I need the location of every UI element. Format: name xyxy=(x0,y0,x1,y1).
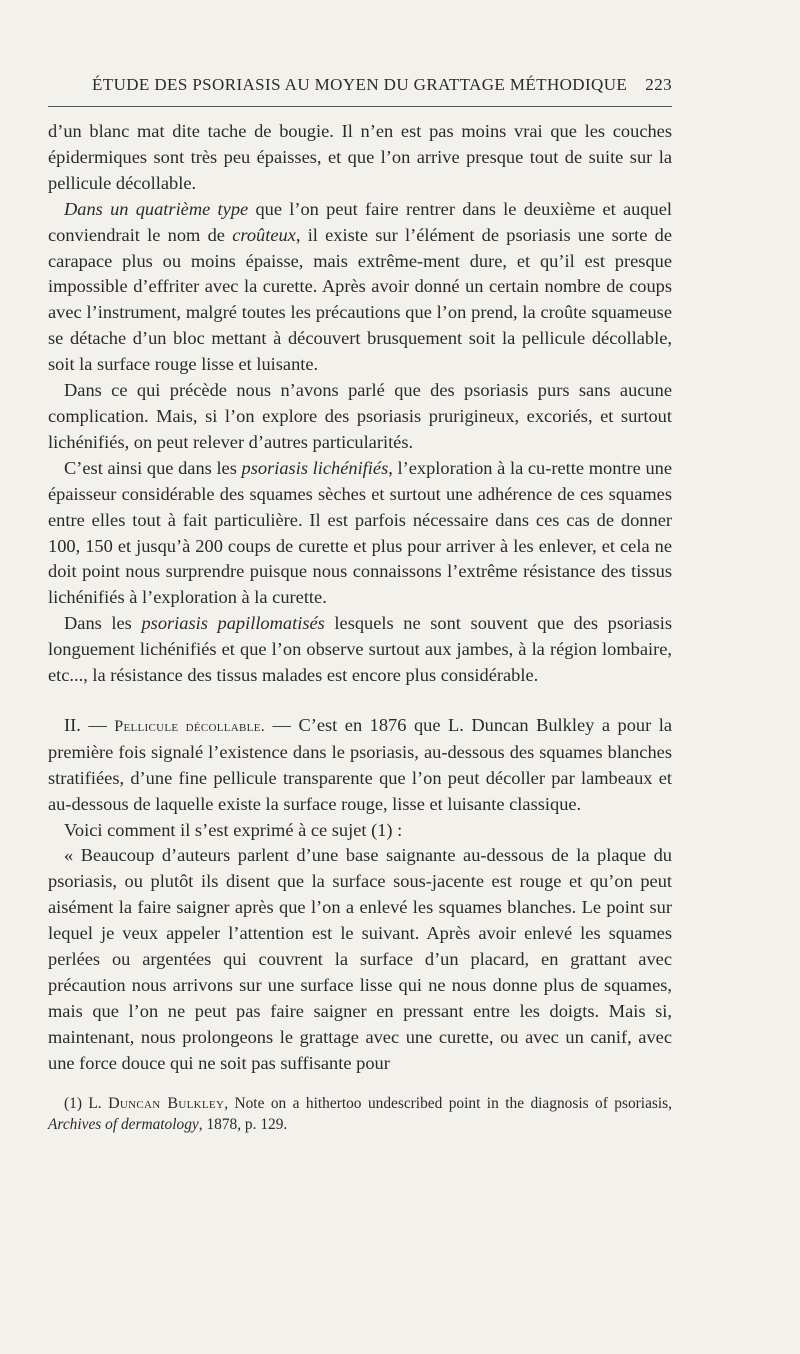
main-text xyxy=(48,119,672,1077)
footnote-author: Duncan Bulkley xyxy=(108,1094,225,1112)
paragraph-6 xyxy=(48,713,672,818)
paragraph-6-text: — C’est en 1876 que L. Duncan Bulkley a pour la première fois signalé l’existence dans le psoriasis, au-dessous des squames blanches stratifiées, d’une fine pellicule transparente que l’on peut décoller par lambeaux et au-dessous de laquelle existe la surface rouge, lisse et luisante classique. xyxy=(48,714,672,814)
paragraph-5-text-b: lesquels ne sont souvent que des psoriasis longuement lichénifiés et que l’on observe surtout aux jambes, à la région lombaire, etc..., la résistance des tissus malades est encore plus considérable. xyxy=(48,613,673,686)
paragraph-1: d’un blanc mat dite tache de bougie. Il n’en est pas moins vrai que les couches épidermiques sont très peu épaisses, et que l’on arrive presque tout de suite sur la pellicule décollable. xyxy=(48,121,672,193)
paragraph-2-text-b: , il existe sur l’élément de psoriasis une sorte de carapace plus ou moins épaisse, mais extrême-ment dure, et qu’il est presque impossible d’effriter avec la curette. Après avoir donné un certain nombre de coups avec l’instrument, malgré toutes les précautions que l’on prend, la croûte squameuse se détache d’un bloc mettant à découvert brusquement soit la pellicule décollable, soit la surface rouge lisse et luisante. xyxy=(48,224,672,375)
paragraph-2-text-a: que l’on peut faire rentrer dans le deuxième et auquel conviendrait le nom de xyxy=(48,198,672,245)
paragraph-5 xyxy=(48,611,672,689)
paragraph-7: Voici comment il s’est exprimé à ce sujet (1) : xyxy=(64,819,403,840)
paragraph-3: Dans ce qui précède nous n’avons parlé que des psoriasis purs sans aucune complication. Mais, si l’on explore des psoriasis prurigineux, excoriés, et surtout lichénifiés, on peut relever d’autres particularités. xyxy=(48,380,672,452)
paragraph-2 xyxy=(48,197,672,378)
paragraph-2-lead: Dans un quatrième type xyxy=(64,198,249,219)
running-header xyxy=(48,70,672,100)
paragraph-4-text-b: , l’exploration à la cu-rette montre une épaisseur considérable des squames sèches et surtout une adhérence de ces squames entre elles tout à fait particulière. Il est parfois nécessaire dans ces cas de donner 100, 150 et jusqu’à 200 coups de curette et plus pour arriver à les enlever, et cela ne doit point nous surprendre puisque nous connaissons l’extrême résistance des tissus lichénifiés à l’exploration à la curette. xyxy=(48,457,673,608)
paragraph-8-quote: « Beaucoup d’auteurs parlent d’une base saignante au-dessous de la plaque du psoriasis, ou plutôt ils disent que la surface sous-jacente est rouge et qu’on peut aisément la faire saigner après que l’on a enlevé les squames blanches. Le point sur lequel je veux appeler l’attention est le suivant. Après avoir enlevé les squames perlées ou argentées qui couvrent la surface d’un placard, en grattant avec précaution nous arrivons sur une surface lisse qui ne nous donne plus de squames, mais que l’on ne peut pas faire saigner en pressant entre les doigts. Mais si, maintenant, nous prolongeons le grattage avec une curette, ou avec un canif, avec une force douce qui ne soit pas suffisante pour xyxy=(48,845,672,1073)
page-number: 223 xyxy=(645,75,672,94)
paragraph-5-text-a: Dans les xyxy=(64,613,142,634)
paragraph-4 xyxy=(48,456,672,611)
paragraph-4-text-a: C’est ainsi que dans les xyxy=(64,457,242,478)
section-title: Pellicule décollable. xyxy=(114,717,266,735)
running-title: ÉTUDE DES PSORIASIS AU MOYEN DU GRATTAGE MÉTHODIQUE xyxy=(92,75,628,94)
term-psoriasis-lichenifies: psoriasis lichénifiés xyxy=(241,457,389,478)
footnote-1 xyxy=(48,1093,672,1135)
term-crouteux: croûteux xyxy=(232,224,296,245)
footnote-journal: Archives of dermatology xyxy=(48,1115,199,1133)
book-page xyxy=(48,70,672,1135)
footnote-text-b: , 1878, p. 129. xyxy=(198,1115,288,1133)
section-number: II. — xyxy=(64,714,115,735)
term-psoriasis-papillomatises: psoriasis papillomatisés xyxy=(141,613,325,634)
footnote-text-a: , Note on a hithertoo undescribed point in the diagnosis of psoriasis, xyxy=(224,1094,673,1112)
footnote xyxy=(48,1093,672,1135)
footnote-marker: (1) L. xyxy=(64,1094,109,1112)
header-rule xyxy=(48,106,672,107)
